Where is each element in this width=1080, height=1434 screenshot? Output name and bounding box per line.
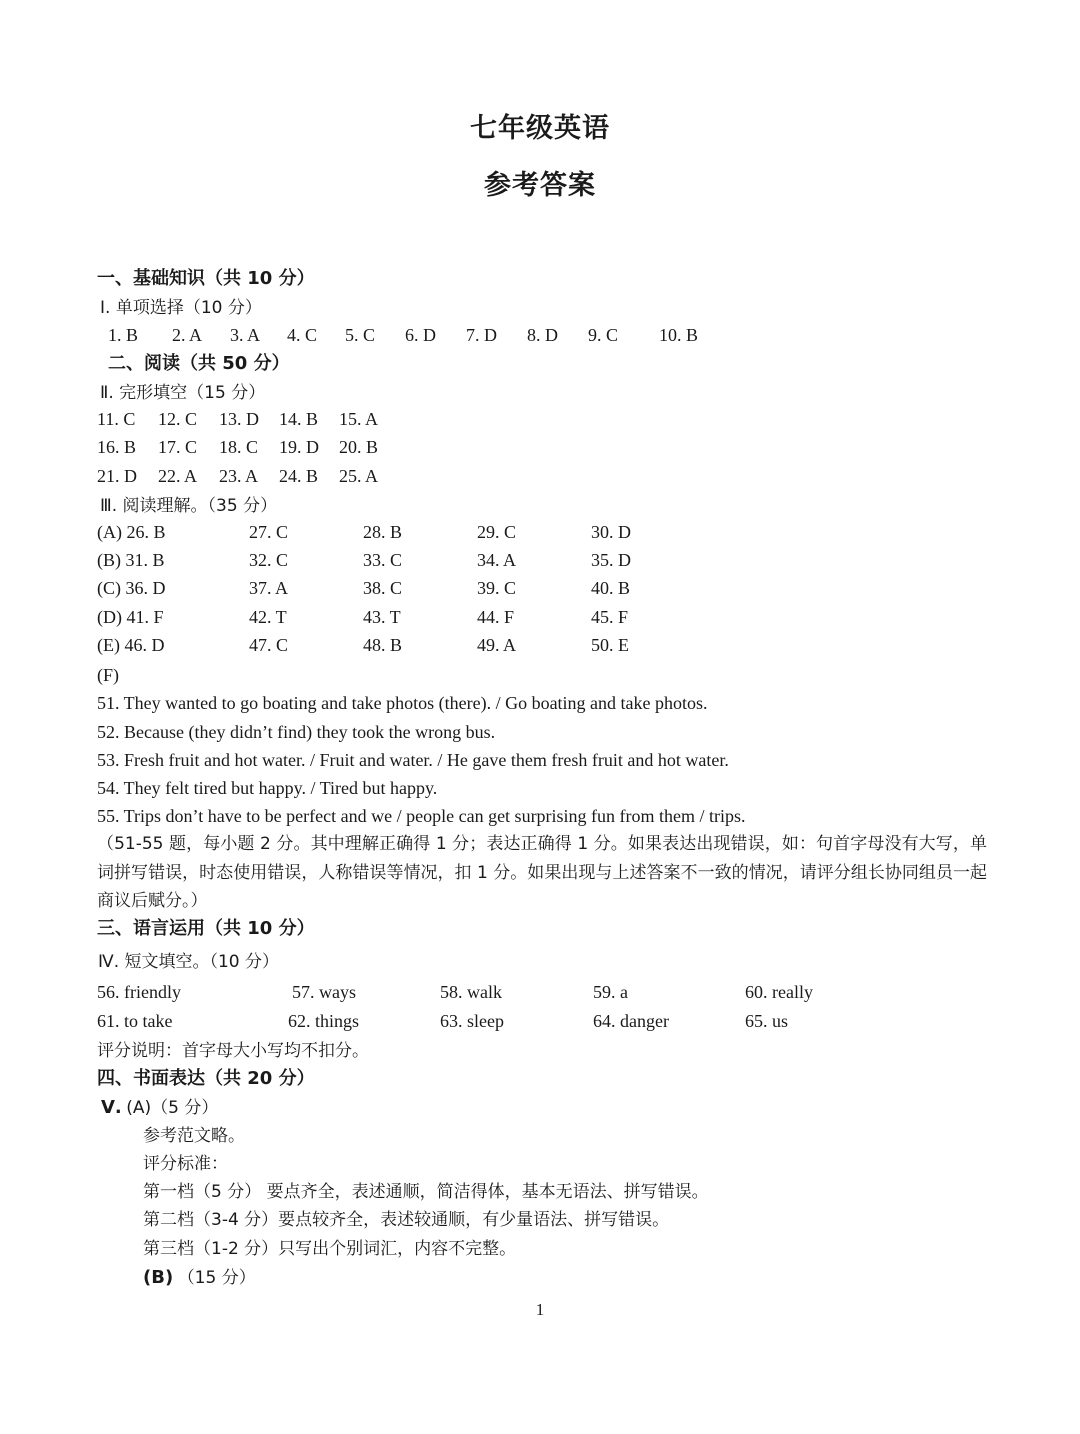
writing-part-a bbox=[101, 1095, 218, 1120]
criteria-tier-1: 第一档（5 分） 要点齐全，表述通顺，简洁得体，基本无语法、拼写错误。 bbox=[143, 1182, 709, 1202]
answer-item: 58. walk bbox=[440, 982, 502, 1002]
answer-item: 14. B bbox=[279, 409, 319, 429]
answer-54: 54. They felt tired but happy. / Tired but happy. bbox=[97, 778, 438, 798]
answer-item: 61. to take bbox=[97, 1011, 173, 1031]
answer-item: 15. A bbox=[339, 409, 379, 429]
answer-item: 48. B bbox=[363, 635, 403, 655]
part-b-points: （15 分） bbox=[177, 1268, 256, 1288]
section-1-heading: 一、基础知识（共 10 分） bbox=[97, 268, 315, 289]
passage-f-label: (F) bbox=[97, 665, 119, 685]
cloze-sub-heading: Ⅱ. 完形填空（15 分） bbox=[100, 383, 266, 403]
answer-item: 40. B bbox=[591, 578, 631, 598]
answer-item: 32. C bbox=[249, 550, 289, 570]
answer-item: 49. A bbox=[477, 635, 517, 655]
answer-item: 39. C bbox=[477, 578, 517, 598]
answer-item: 59. a bbox=[593, 982, 628, 1002]
criteria-tier-3: 第三档（1-2 分）只写出个别词汇，内容不完整。 bbox=[143, 1239, 517, 1259]
answer-item: 63. sleep bbox=[440, 1011, 504, 1031]
answer-item: 47. C bbox=[249, 635, 289, 655]
answer-item: 13. D bbox=[219, 409, 259, 429]
grading-note: 评分说明：首字母大小写均不扣分。 bbox=[97, 1041, 369, 1061]
answer-item: 5. C bbox=[345, 325, 376, 345]
section-4-heading: 四、书面表达（共 20 分） bbox=[97, 1068, 315, 1089]
section-3-heading: 三、语言运用（共 10 分） bbox=[97, 918, 315, 939]
answer-item: 65. us bbox=[745, 1011, 789, 1031]
roman-numeral-v: Ⅴ. bbox=[101, 1097, 122, 1118]
answer-item: 35. D bbox=[591, 550, 631, 570]
criteria-tier-2: 第二档（3-4 分）要点较齐全，表述较通顺，有少量语法、拼写错误。 bbox=[143, 1210, 670, 1230]
fill-in-sub-heading: Ⅳ. 短文填空。（10 分） bbox=[98, 952, 280, 972]
answer-item: 25. A bbox=[339, 466, 379, 486]
answer-item: 3. A bbox=[230, 325, 261, 345]
answer-item: 1. B bbox=[108, 325, 139, 345]
answer-item: 38. C bbox=[363, 578, 403, 598]
answer-item: 37. A bbox=[249, 578, 289, 598]
writing-part-b bbox=[143, 1265, 256, 1290]
answer-item: 27. C bbox=[249, 522, 289, 542]
answer-53: 53. Fresh fruit and hot water. / Fruit and water. / He gave them fresh fruit and hot water. bbox=[97, 750, 729, 770]
answer-item: 6. D bbox=[405, 325, 436, 345]
answer-item: 62. things bbox=[288, 1011, 360, 1031]
criteria-heading: 评分标准： bbox=[143, 1154, 228, 1174]
answer-item: 9. C bbox=[588, 325, 619, 345]
part-b-label: (B) bbox=[143, 1267, 174, 1288]
answer-item: 4. C bbox=[287, 325, 318, 345]
reading-sub-heading: Ⅲ. 阅读理解。（35 分） bbox=[100, 496, 278, 516]
answer-55: 55. Trips don’t have to be perfect and we / people can get surprising fun from them / trips. bbox=[97, 806, 746, 826]
answer-item: 7. D bbox=[466, 325, 497, 345]
answer-item: 18. C bbox=[219, 437, 259, 457]
answer-item: (B) 31. B bbox=[97, 550, 165, 570]
answer-item: 22. A bbox=[158, 466, 198, 486]
answer-item: 8. D bbox=[527, 325, 558, 345]
scoring-note: （51-55 题，每小题 2 分。其中理解正确得 1 分；表达正确得 1 分。如果表达出现错误，如：句首字母没有大写，单词拼写错误，时态使用错误，人称错误等情况，扣 1 分。如果出现与上述答案不一致的情况，请评分组长协同组员一起商议后赋分。） bbox=[97, 834, 987, 911]
answer-item: 23. A bbox=[219, 466, 259, 486]
answer-item: 33. C bbox=[363, 550, 403, 570]
answer-item: 64. danger bbox=[593, 1011, 669, 1031]
page-subtitle: 参考答案 bbox=[484, 170, 596, 201]
section-2-heading: 二、阅读（共 50 分） bbox=[108, 353, 290, 374]
answer-item: 10. B bbox=[659, 325, 699, 345]
answer-item: 24. B bbox=[279, 466, 319, 486]
answer-item: 34. A bbox=[477, 550, 517, 570]
answer-item: 50. E bbox=[591, 635, 629, 655]
answer-item: 43. T bbox=[363, 607, 401, 627]
answer-item: 42. T bbox=[249, 607, 287, 627]
answer-item: 21. D bbox=[97, 466, 137, 486]
answer-item: 17. C bbox=[158, 437, 198, 457]
answer-item: 56. friendly bbox=[97, 982, 181, 1002]
answer-item: 11. C bbox=[97, 409, 136, 429]
answer-item: 44. F bbox=[477, 607, 515, 627]
answer-52: 52. Because (they didn’t find) they took the wrong bus. bbox=[97, 722, 496, 742]
answer-item: (A) 26. B bbox=[97, 522, 166, 542]
answer-item: (C) 36. D bbox=[97, 578, 166, 598]
answer-item: 30. D bbox=[591, 522, 631, 542]
page-number: 1 bbox=[535, 1300, 545, 1319]
part-a-label: (A)（5 分） bbox=[126, 1098, 219, 1118]
answer-item: 2. A bbox=[172, 325, 203, 345]
answer-item: 20. B bbox=[339, 437, 379, 457]
answer-item: 57. ways bbox=[292, 982, 356, 1002]
answer-item: (D) 41. F bbox=[97, 607, 164, 627]
answer-item: 12. C bbox=[158, 409, 198, 429]
answer-item: 60. really bbox=[745, 982, 813, 1002]
answer-item: (E) 46. D bbox=[97, 635, 165, 655]
answer-item: 29. C bbox=[477, 522, 517, 542]
page-title: 七年级英语 bbox=[470, 113, 610, 144]
answer-item: 28. B bbox=[363, 522, 403, 542]
answer-item: 19. D bbox=[279, 437, 319, 457]
answer-51: 51. They wanted to go boating and take photos (there). / Go boating and take photos. bbox=[97, 693, 708, 713]
sample-omitted: 参考范文略。 bbox=[143, 1126, 245, 1146]
answer-item: 16. B bbox=[97, 437, 137, 457]
section-1-sub-heading: Ⅰ. 单项选择（10 分） bbox=[100, 298, 262, 318]
answer-item: 45. F bbox=[591, 607, 629, 627]
